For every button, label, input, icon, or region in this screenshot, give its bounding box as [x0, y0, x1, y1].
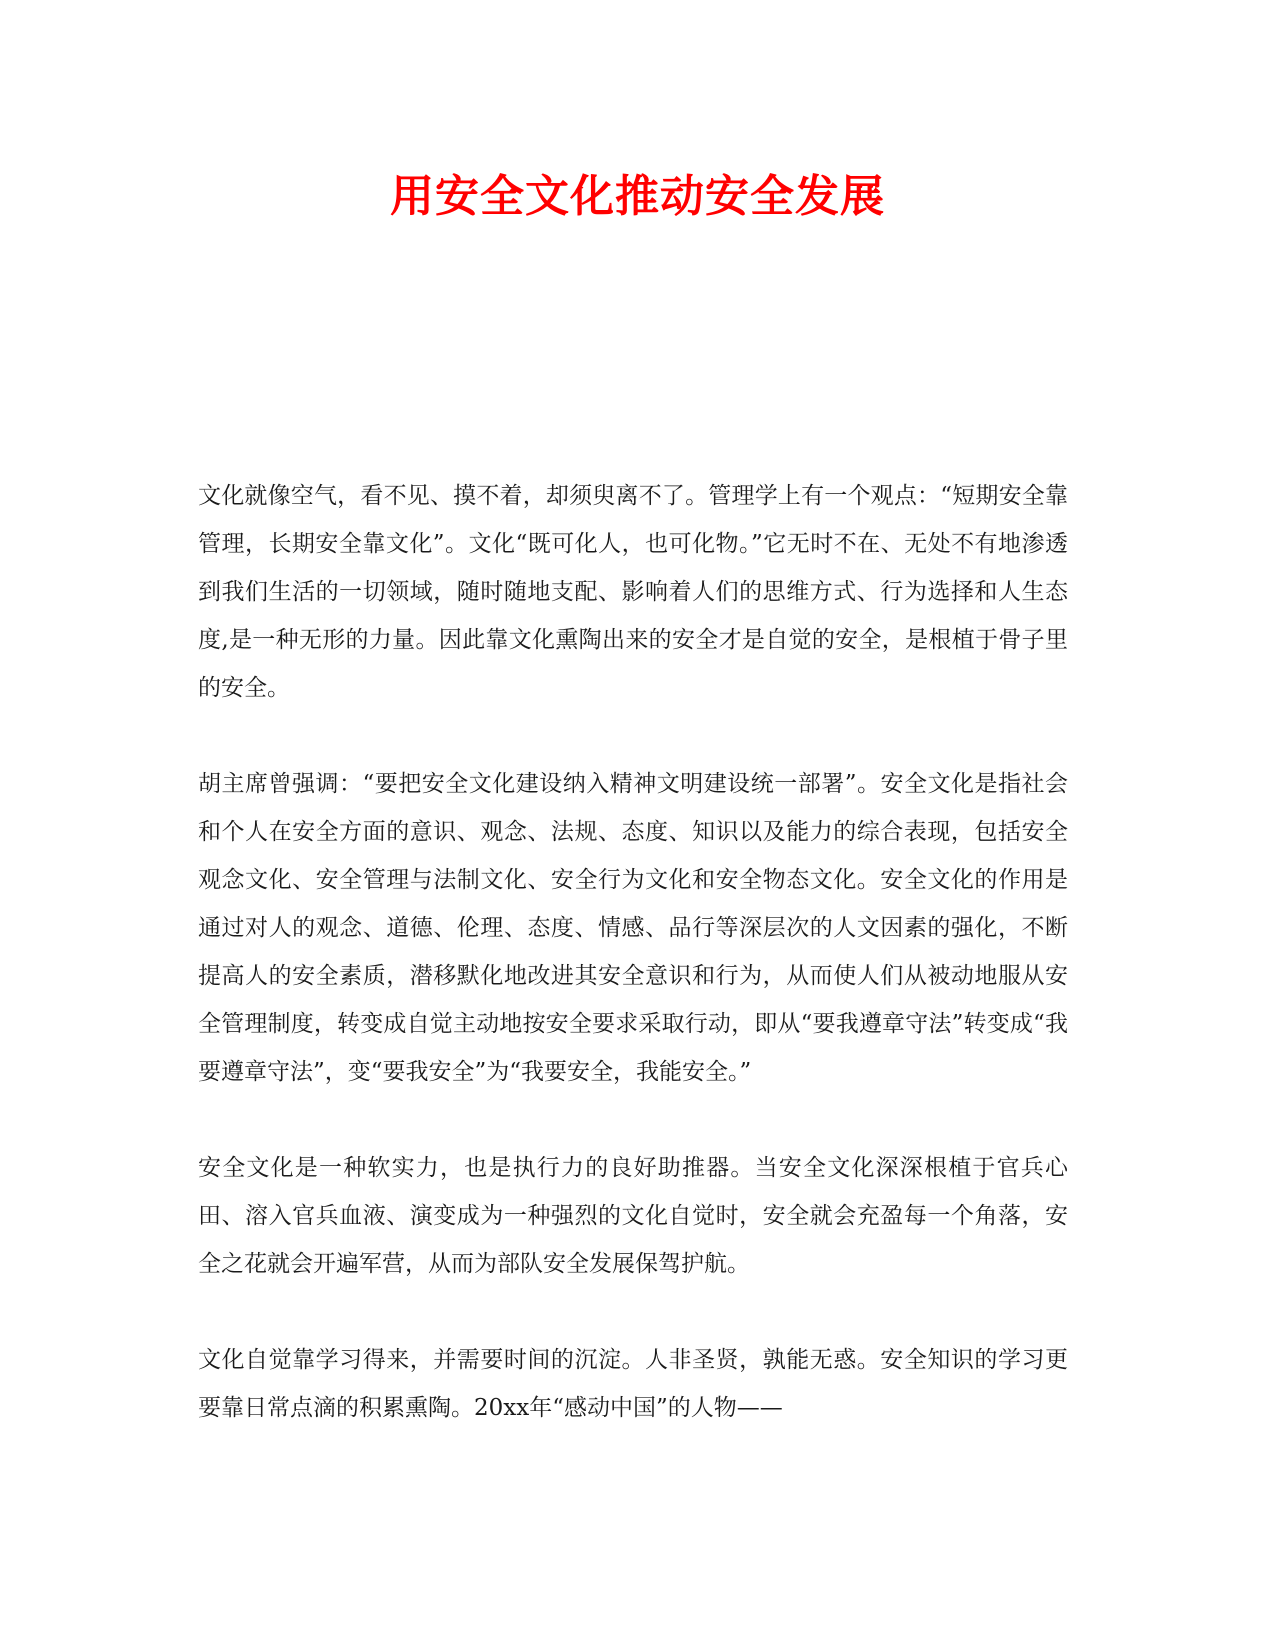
paragraph-4: 文化自觉靠学习得来，并需要时间的沉淀。人非圣贤，孰能无惑。安全知识的学习更要靠日常点滴的积累熏陶。20xx年“感动中国”的人物—— [198, 1347, 1068, 1421]
document-body [198, 472, 1068, 1480]
document-title: 用安全文化推动安全发展 [390, 171, 885, 222]
paragraph-3: 安全文化是一种软实力，也是执行力的良好助推器。当安全文化深深根植于官兵心田、溶入官兵血液、演变成为一种强烈的文化自觉时，安全就会充盈每一个角落，安全之花就会开遍军营，从而为部队安全发展保驾护航。 [198, 1155, 1068, 1277]
paragraph-2: 胡主席曾强调：“要把安全文化建设纳入精神文明建设统一部署”。安全文化是指社会和个人在安全方面的意识、观念、法规、态度、知识以及能力的综合表现，包括安全观念文化、安全管理与法制文化、安全行为文化和安全物态文化。安全文化的作用是通过对人的观念、道德、伦理、态度、情感、品行等深层次的人文因素的强化，不断提高人的安全素质，潜移默化地改进其安全意识和行为，从而使人们从被动地服从安全管理制度，转变成自觉主动地按安全要求采取行动，即从“要我遵章守法”转变成“我要遵章守法”，变“要我安全”为“我要安全，我能安全。” [198, 771, 1068, 1085]
paragraph-1: 文化就像空气，看不见、摸不着，却须臾离不了。管理学上有一个观点：“短期安全靠管理，长期安全靠文化”。文化“既可化人，也可化物。”它无时不在、无处不有地渗透到我们生活的一切领域，随时随地支配、影响着人们的思维方式、行为选择和人生态度,是一种无形的力量。因此靠文化熏陶出来的安全才是自觉的安全，是根植于骨子里的安全。 [198, 483, 1068, 701]
